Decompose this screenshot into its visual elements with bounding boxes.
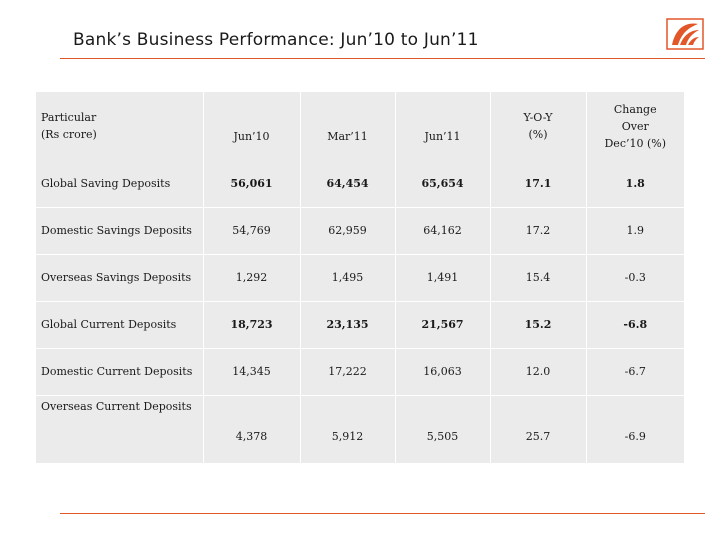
cell-change: -0.3 bbox=[624, 271, 646, 284]
cell-yoy: 25.7 bbox=[490, 395, 586, 463]
cell-jun11: 16,063 bbox=[395, 348, 490, 395]
cell-yoy: 15.4 bbox=[490, 254, 586, 301]
header-change-over-dec10: Change Over Dec’10 (%) bbox=[604, 102, 666, 150]
cell-jun11: 21,567 bbox=[395, 301, 490, 348]
bank-logo-icon bbox=[666, 18, 704, 50]
footer-divider bbox=[60, 513, 705, 514]
cell-jun10: 14,345 bbox=[203, 348, 300, 395]
title-divider bbox=[60, 58, 705, 59]
cell-jun10: 4,378 bbox=[203, 395, 300, 463]
cell-mar11: 17,222 bbox=[300, 348, 395, 395]
row-label: Global Saving Deposits bbox=[36, 160, 203, 207]
header-jun10: Jun’10 bbox=[203, 92, 300, 160]
cell-mar11: 62,959 bbox=[300, 207, 395, 254]
cell-mar11: 5,912 bbox=[300, 395, 395, 463]
cell-jun10: 54,769 bbox=[203, 207, 300, 254]
cell-yoy: 12.0 bbox=[490, 348, 586, 395]
row-label: Domestic Current Deposits bbox=[36, 348, 203, 395]
header-jun11: Jun’11 bbox=[395, 92, 490, 160]
cell-mar11: 23,135 bbox=[300, 301, 395, 348]
cell-jun11: 64,162 bbox=[395, 207, 490, 254]
cell-change: -6.7 bbox=[624, 365, 646, 378]
header-mar11: Mar’11 bbox=[300, 92, 395, 160]
table-row bbox=[36, 254, 684, 301]
cell-jun11: 5,505 bbox=[395, 395, 490, 463]
cell-jun10: 1,292 bbox=[203, 254, 300, 301]
cell-jun11: 1,491 bbox=[395, 254, 490, 301]
table-row bbox=[36, 395, 684, 463]
cell-change: -6.8 bbox=[623, 318, 648, 331]
table-row bbox=[36, 301, 684, 348]
cell-mar11: 64,454 bbox=[300, 160, 395, 207]
table-header-row bbox=[36, 92, 684, 160]
cell-mar11: 1,495 bbox=[300, 254, 395, 301]
header-yoy: Y-O-Y (%) bbox=[490, 92, 586, 160]
slide-title: Bank’s Business Performance: Jun’10 to Jun’11 bbox=[73, 30, 479, 50]
performance-table bbox=[36, 92, 684, 463]
cell-jun10: 56,061 bbox=[203, 160, 300, 207]
row-label: Global Current Deposits bbox=[36, 301, 203, 348]
table-row bbox=[36, 160, 684, 207]
row-label: Overseas Current Deposits bbox=[36, 395, 203, 463]
cell-jun11: 65,654 bbox=[395, 160, 490, 207]
cell-yoy: 17.1 bbox=[490, 160, 586, 207]
table-row bbox=[36, 207, 684, 254]
cell-yoy: 17.2 bbox=[490, 207, 586, 254]
cell-jun10: 18,723 bbox=[203, 301, 300, 348]
cell-yoy: 15.2 bbox=[490, 301, 586, 348]
cell-change: 1.9 bbox=[626, 224, 644, 237]
cell-change: 1.8 bbox=[625, 176, 645, 190]
row-label: Domestic Savings Deposits bbox=[36, 207, 203, 254]
cell-change: -6.9 bbox=[624, 429, 646, 443]
header-particular: Particular (Rs crore) bbox=[36, 92, 203, 160]
table-row bbox=[36, 348, 684, 395]
row-label: Overseas Savings Deposits bbox=[36, 254, 203, 301]
